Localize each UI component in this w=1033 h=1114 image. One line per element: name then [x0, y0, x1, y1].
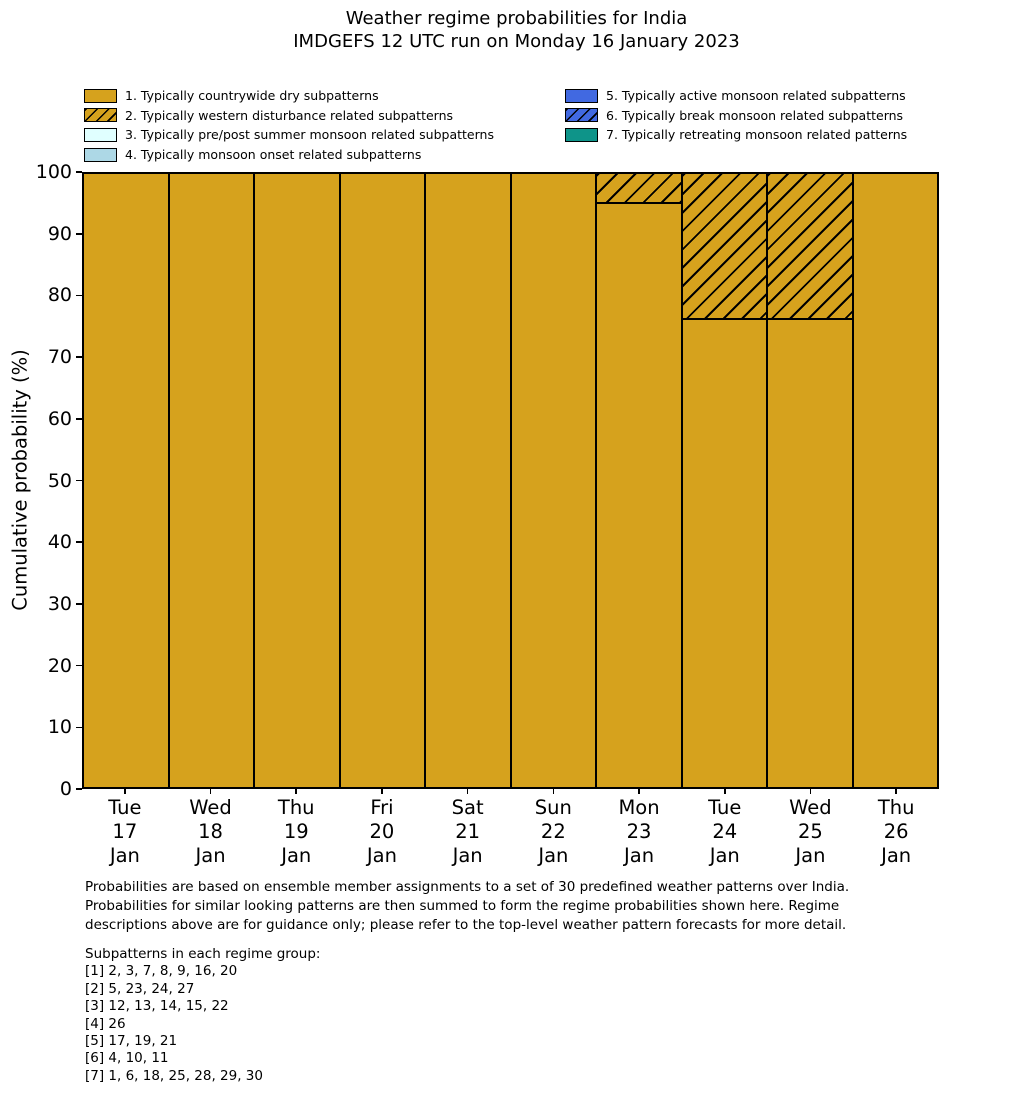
- legend-item: [84, 86, 494, 106]
- x-tick-label-line: Jan: [624, 844, 655, 867]
- x-tick-mark: [467, 789, 469, 794]
- bar-segment-regime-2: [682, 173, 768, 319]
- x-tick-mark: [295, 789, 297, 794]
- legend-item: [565, 125, 907, 145]
- legend-item: [565, 106, 907, 126]
- legend-swatch-regime-1: [84, 89, 117, 103]
- x-tick-label-line: Wed: [789, 796, 832, 819]
- bar-segment-regime-1: [254, 173, 340, 788]
- footnote-line: Probabilities for similar looking patterns are then summed to form the regime probabilities shown here. Regime: [85, 897, 840, 914]
- x-tick-mark: [553, 789, 555, 794]
- x-tick-mark: [810, 789, 812, 794]
- bar-segment-regime-1: [340, 173, 426, 788]
- x-tick-label-line: Jan: [795, 844, 826, 867]
- x-tick-label-line: Thu: [277, 796, 315, 819]
- bar-mon-23: [596, 173, 682, 788]
- bar-segment-regime-1: [83, 173, 169, 788]
- legend-label: 1. Typically countrywide dry subpatterns: [125, 88, 379, 104]
- legend-item: [84, 106, 494, 126]
- x-tick-label-line: Jan: [538, 844, 569, 867]
- x-tick-label-line: 20: [369, 820, 395, 843]
- legend-swatch-regime-4: [84, 148, 117, 162]
- legend-label: 2. Typically western disturbance related subpatterns: [125, 107, 454, 123]
- subpattern-line: [2] 5, 23, 24, 27: [85, 980, 195, 997]
- x-tick-label-line: Wed: [189, 796, 232, 819]
- bar-sat-21: [425, 173, 511, 788]
- x-tick-mark: [638, 789, 640, 794]
- x-tick-mark: [381, 789, 383, 794]
- bar-segment-regime-1: [767, 319, 853, 788]
- x-tick-label-line: 18: [198, 820, 223, 843]
- legend-swatch-regime-7: [565, 128, 598, 142]
- chart-title-line-2: IMDGEFS 12 UTC run on Monday 16 January 2023: [293, 31, 740, 52]
- legend-column-left: [84, 86, 494, 164]
- subpattern-line: [5] 17, 19, 21: [85, 1033, 178, 1050]
- subpattern-line: [6] 4, 10, 11: [85, 1050, 169, 1067]
- legend-label: 7. Typically retreating monsoon related patterns: [606, 127, 908, 143]
- bar-segment-regime-1: [853, 173, 939, 788]
- legend-column-right: [565, 86, 907, 145]
- chart-title-line-1: Weather regime probabilities for India: [345, 8, 688, 29]
- x-tick-label-line: Jan: [709, 844, 740, 867]
- bar-thu-19: [254, 173, 340, 788]
- x-tick-label: [596, 796, 682, 868]
- y-tick-label: 70: [47, 346, 72, 369]
- bar-segment-regime-1: [596, 203, 682, 788]
- x-tick-label-line: Jan: [281, 844, 312, 867]
- legend-item: [565, 86, 907, 106]
- x-tick-label-line: Jan: [109, 844, 140, 867]
- legend-label: 6. Typically break monsoon related subpatterns: [606, 107, 904, 123]
- legend-swatch-regime-3: [84, 128, 117, 142]
- bar-tue-24: [682, 173, 768, 788]
- x-tick-label-line: 25: [798, 820, 823, 843]
- x-tick-label-line: 19: [283, 820, 309, 843]
- bar-wed-18: [169, 173, 255, 788]
- x-tick-label-line: 21: [455, 820, 481, 843]
- y-tick-label: 20: [47, 654, 72, 677]
- chart-title: [0, 7, 1033, 53]
- x-tick-label-line: 23: [626, 820, 652, 843]
- x-tick-label-line: Sun: [534, 796, 572, 819]
- x-tick-label: [425, 796, 511, 868]
- legend-swatch-regime-2: [84, 108, 117, 122]
- x-tick-mark: [124, 789, 126, 794]
- bar-sun-22: [511, 173, 597, 788]
- x-tick-label-line: Fri: [370, 796, 394, 819]
- y-tick-label: 40: [47, 531, 72, 554]
- x-tick-label-line: Jan: [366, 844, 397, 867]
- legend-label: 4. Typically monsoon onset related subpatterns: [125, 147, 422, 163]
- x-tick-label-line: Mon: [618, 796, 660, 819]
- x-tick-label-line: Jan: [452, 844, 483, 867]
- bar-segment-regime-1: [169, 173, 255, 788]
- x-tick-label: [768, 796, 854, 868]
- bar-thu-26: [853, 173, 939, 788]
- x-tick-label: [339, 796, 425, 868]
- bar-fri-20: [340, 173, 426, 788]
- legend-swatch-regime-5: [565, 89, 598, 103]
- x-tick-mark: [895, 789, 897, 794]
- x-tick-label-line: Sat: [451, 796, 484, 819]
- footnote: [85, 878, 849, 934]
- x-tick-label: [82, 796, 168, 868]
- x-tick-label: [511, 796, 597, 868]
- y-tick-label: 0: [59, 778, 72, 800]
- y-tick-label: 30: [47, 592, 72, 615]
- bar-segment-regime-1: [682, 319, 768, 788]
- subpatterns-heading: Subpatterns in each regime group:: [85, 946, 321, 962]
- footnote-line: descriptions above are for guidance only; please refer to the top-level weather pattern forecasts for more detail.: [85, 916, 847, 933]
- legend-swatch-regime-6: [565, 108, 598, 122]
- x-tick-mark: [210, 789, 212, 794]
- x-axis: [82, 789, 939, 889]
- x-tick-label-line: Jan: [195, 844, 226, 867]
- subpattern-line: [1] 2, 3, 7, 8, 9, 16, 20: [85, 963, 238, 980]
- y-tick-label: 50: [47, 469, 72, 492]
- y-tick-label: 10: [47, 716, 72, 739]
- x-tick-label: [168, 796, 254, 868]
- y-tick-label: 80: [47, 284, 72, 307]
- y-tick-label: 60: [47, 407, 72, 430]
- y-axis-label: Cumulative probability (%): [8, 349, 32, 611]
- legend-label: 3. Typically pre/post summer monsoon related subpatterns: [125, 127, 494, 143]
- subpattern-line: [7] 1, 6, 18, 25, 28, 29, 30: [85, 1067, 263, 1084]
- bar-segment-regime-2: [767, 173, 853, 319]
- subpattern-line: [4] 26: [85, 1015, 126, 1032]
- x-tick-label: [253, 796, 339, 868]
- bar-tue-17: [83, 173, 169, 788]
- x-tick-label: [682, 796, 768, 868]
- x-tick-label-line: Tue: [108, 796, 142, 819]
- x-tick-label: [853, 796, 939, 868]
- legend-item: [84, 145, 494, 165]
- subpattern-line: [3] 12, 13, 14, 15, 22: [85, 998, 229, 1015]
- y-tick-label: 90: [47, 222, 72, 245]
- plot-area: [82, 172, 939, 789]
- x-tick-label-line: 17: [112, 820, 138, 843]
- bar-segment-regime-1: [511, 173, 597, 788]
- y-tick-label: 100: [35, 161, 72, 183]
- x-tick-label-line: 24: [712, 820, 738, 843]
- bar-segment-regime-2: [596, 173, 682, 203]
- x-tick-label-line: Tue: [708, 796, 742, 819]
- legend-label: 5. Typically active monsoon related subpatterns: [606, 88, 906, 104]
- x-tick-label-line: 26: [883, 820, 909, 843]
- subpatterns-list: [85, 946, 320, 1085]
- legend-item: [84, 125, 494, 145]
- bar-wed-25: [767, 173, 853, 788]
- bar-segment-regime-1: [425, 173, 511, 788]
- x-tick-label-line: Thu: [877, 796, 915, 819]
- footnote-line: Probabilities are based on ensemble member assignments to a set of 30 predefined weather patterns over India.: [85, 879, 850, 895]
- x-tick-label-line: Jan: [881, 844, 912, 867]
- x-tick-mark: [724, 789, 726, 794]
- x-tick-label-line: 22: [540, 820, 566, 843]
